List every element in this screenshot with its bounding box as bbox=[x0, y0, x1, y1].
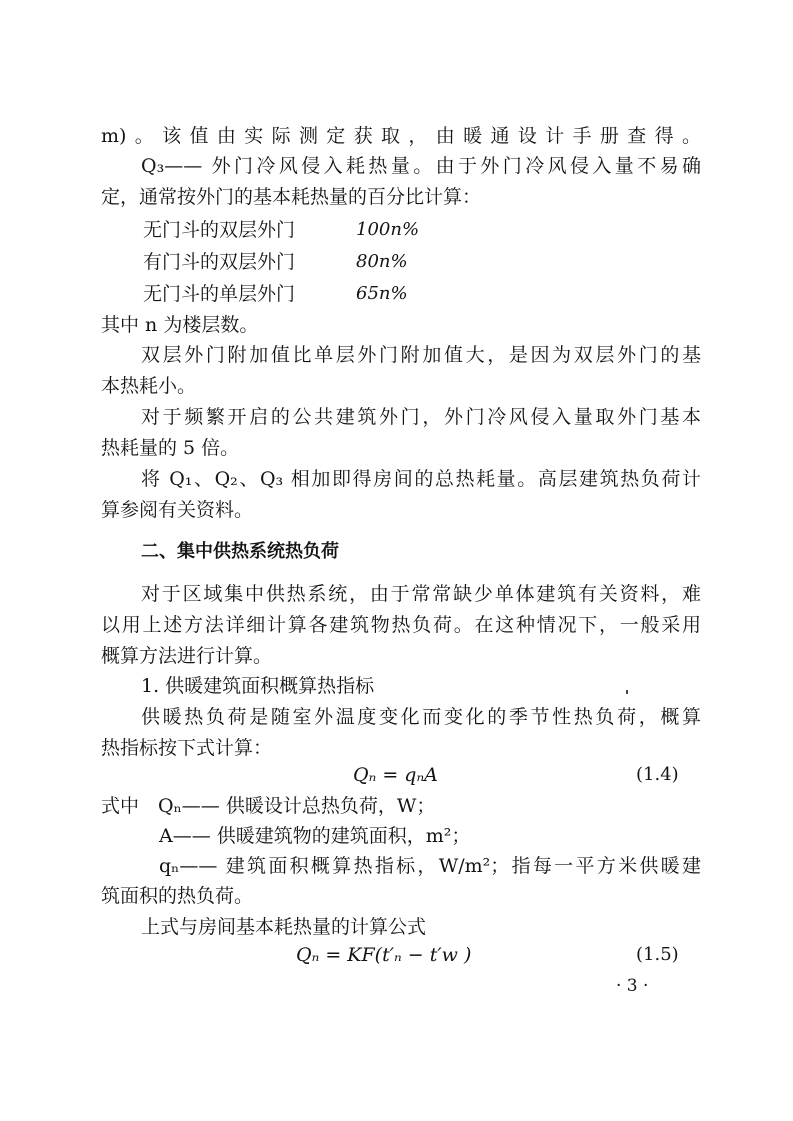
formula-1-5: Qₙ = KF(t′ₙ − t′w ) bbox=[296, 944, 472, 966]
definition-line: qₙ—— 建筑面积概算热指标，W/m²；指每一平方米供暖建 bbox=[159, 855, 701, 877]
definition-line: 式中 Qₙ—— 供暖设计总热负荷，W； bbox=[101, 795, 436, 817]
text-line: m)。该值由实际测定获取，由暖通设计手册查得。 bbox=[101, 125, 701, 147]
text-line: Q₃—— 外门冷风侵入耗热量。由于外门冷风侵入量不易确 bbox=[141, 155, 701, 177]
text-line: 上式与房间基本耗热量的计算公式 bbox=[141, 916, 427, 938]
scan-mark bbox=[626, 690, 628, 694]
formula-1-4: Qₙ = qₙA bbox=[353, 764, 438, 786]
text-line: 对于区域集中供热系统，由于常常缺少单体建筑有关资料，难 bbox=[141, 583, 701, 605]
door-percentage-value: 80n% bbox=[356, 251, 408, 272]
text-line: 以用上述方法详细计算各建筑物热负荷。在这种情况下，一般采用 bbox=[101, 614, 701, 636]
text-line: 双层外门附加值比单层外门附加值大，是因为双层外门的基 bbox=[141, 344, 701, 366]
page-number: · 3 · bbox=[616, 976, 649, 996]
subsection-heading: 1. 供暖建筑面积概算热指标 bbox=[141, 675, 375, 697]
text-line: 供暖热负荷是随室外温度变化而变化的季节性热负荷，概算 bbox=[141, 706, 701, 728]
text-line: 算参阅有关资料。 bbox=[101, 499, 254, 521]
door-percentage-value: 65n% bbox=[356, 283, 408, 304]
door-type-label: 无门斗的单层外门 bbox=[143, 283, 296, 305]
text-line: 定，通常按外门的基本耗热量的百分比计算： bbox=[101, 186, 482, 208]
door-type-label: 有门斗的双层外门 bbox=[143, 251, 296, 273]
text-line: 本热耗小。 bbox=[101, 375, 197, 397]
text-line: 热耗量的 5 倍。 bbox=[101, 437, 240, 459]
text-line: 概算方法进行计算。 bbox=[101, 645, 273, 667]
door-type-label: 无门斗的双层外门 bbox=[143, 219, 296, 241]
definition-line: A—— 供暖建筑物的建筑面积，m²； bbox=[159, 825, 471, 847]
text-line: 将 Q₁、Q₂、Q₃ 相加即得房间的总热耗量。高层建筑热负荷计 bbox=[141, 468, 701, 490]
section-heading: 二、集中供热系统热负荷 bbox=[141, 541, 339, 562]
text-line: 其中 n 为楼层数。 bbox=[101, 314, 259, 336]
equation-number: (1.4) bbox=[636, 764, 679, 785]
text-line: 热指标按下式计算： bbox=[101, 737, 273, 759]
text-line: 筑面积的热负荷。 bbox=[101, 885, 254, 907]
door-percentage-value: 100n% bbox=[356, 219, 420, 240]
text-line: 对于频繁开启的公共建筑外门，外门冷风侵入量取外门基本 bbox=[141, 406, 701, 428]
equation-number: (1.5) bbox=[636, 944, 679, 965]
